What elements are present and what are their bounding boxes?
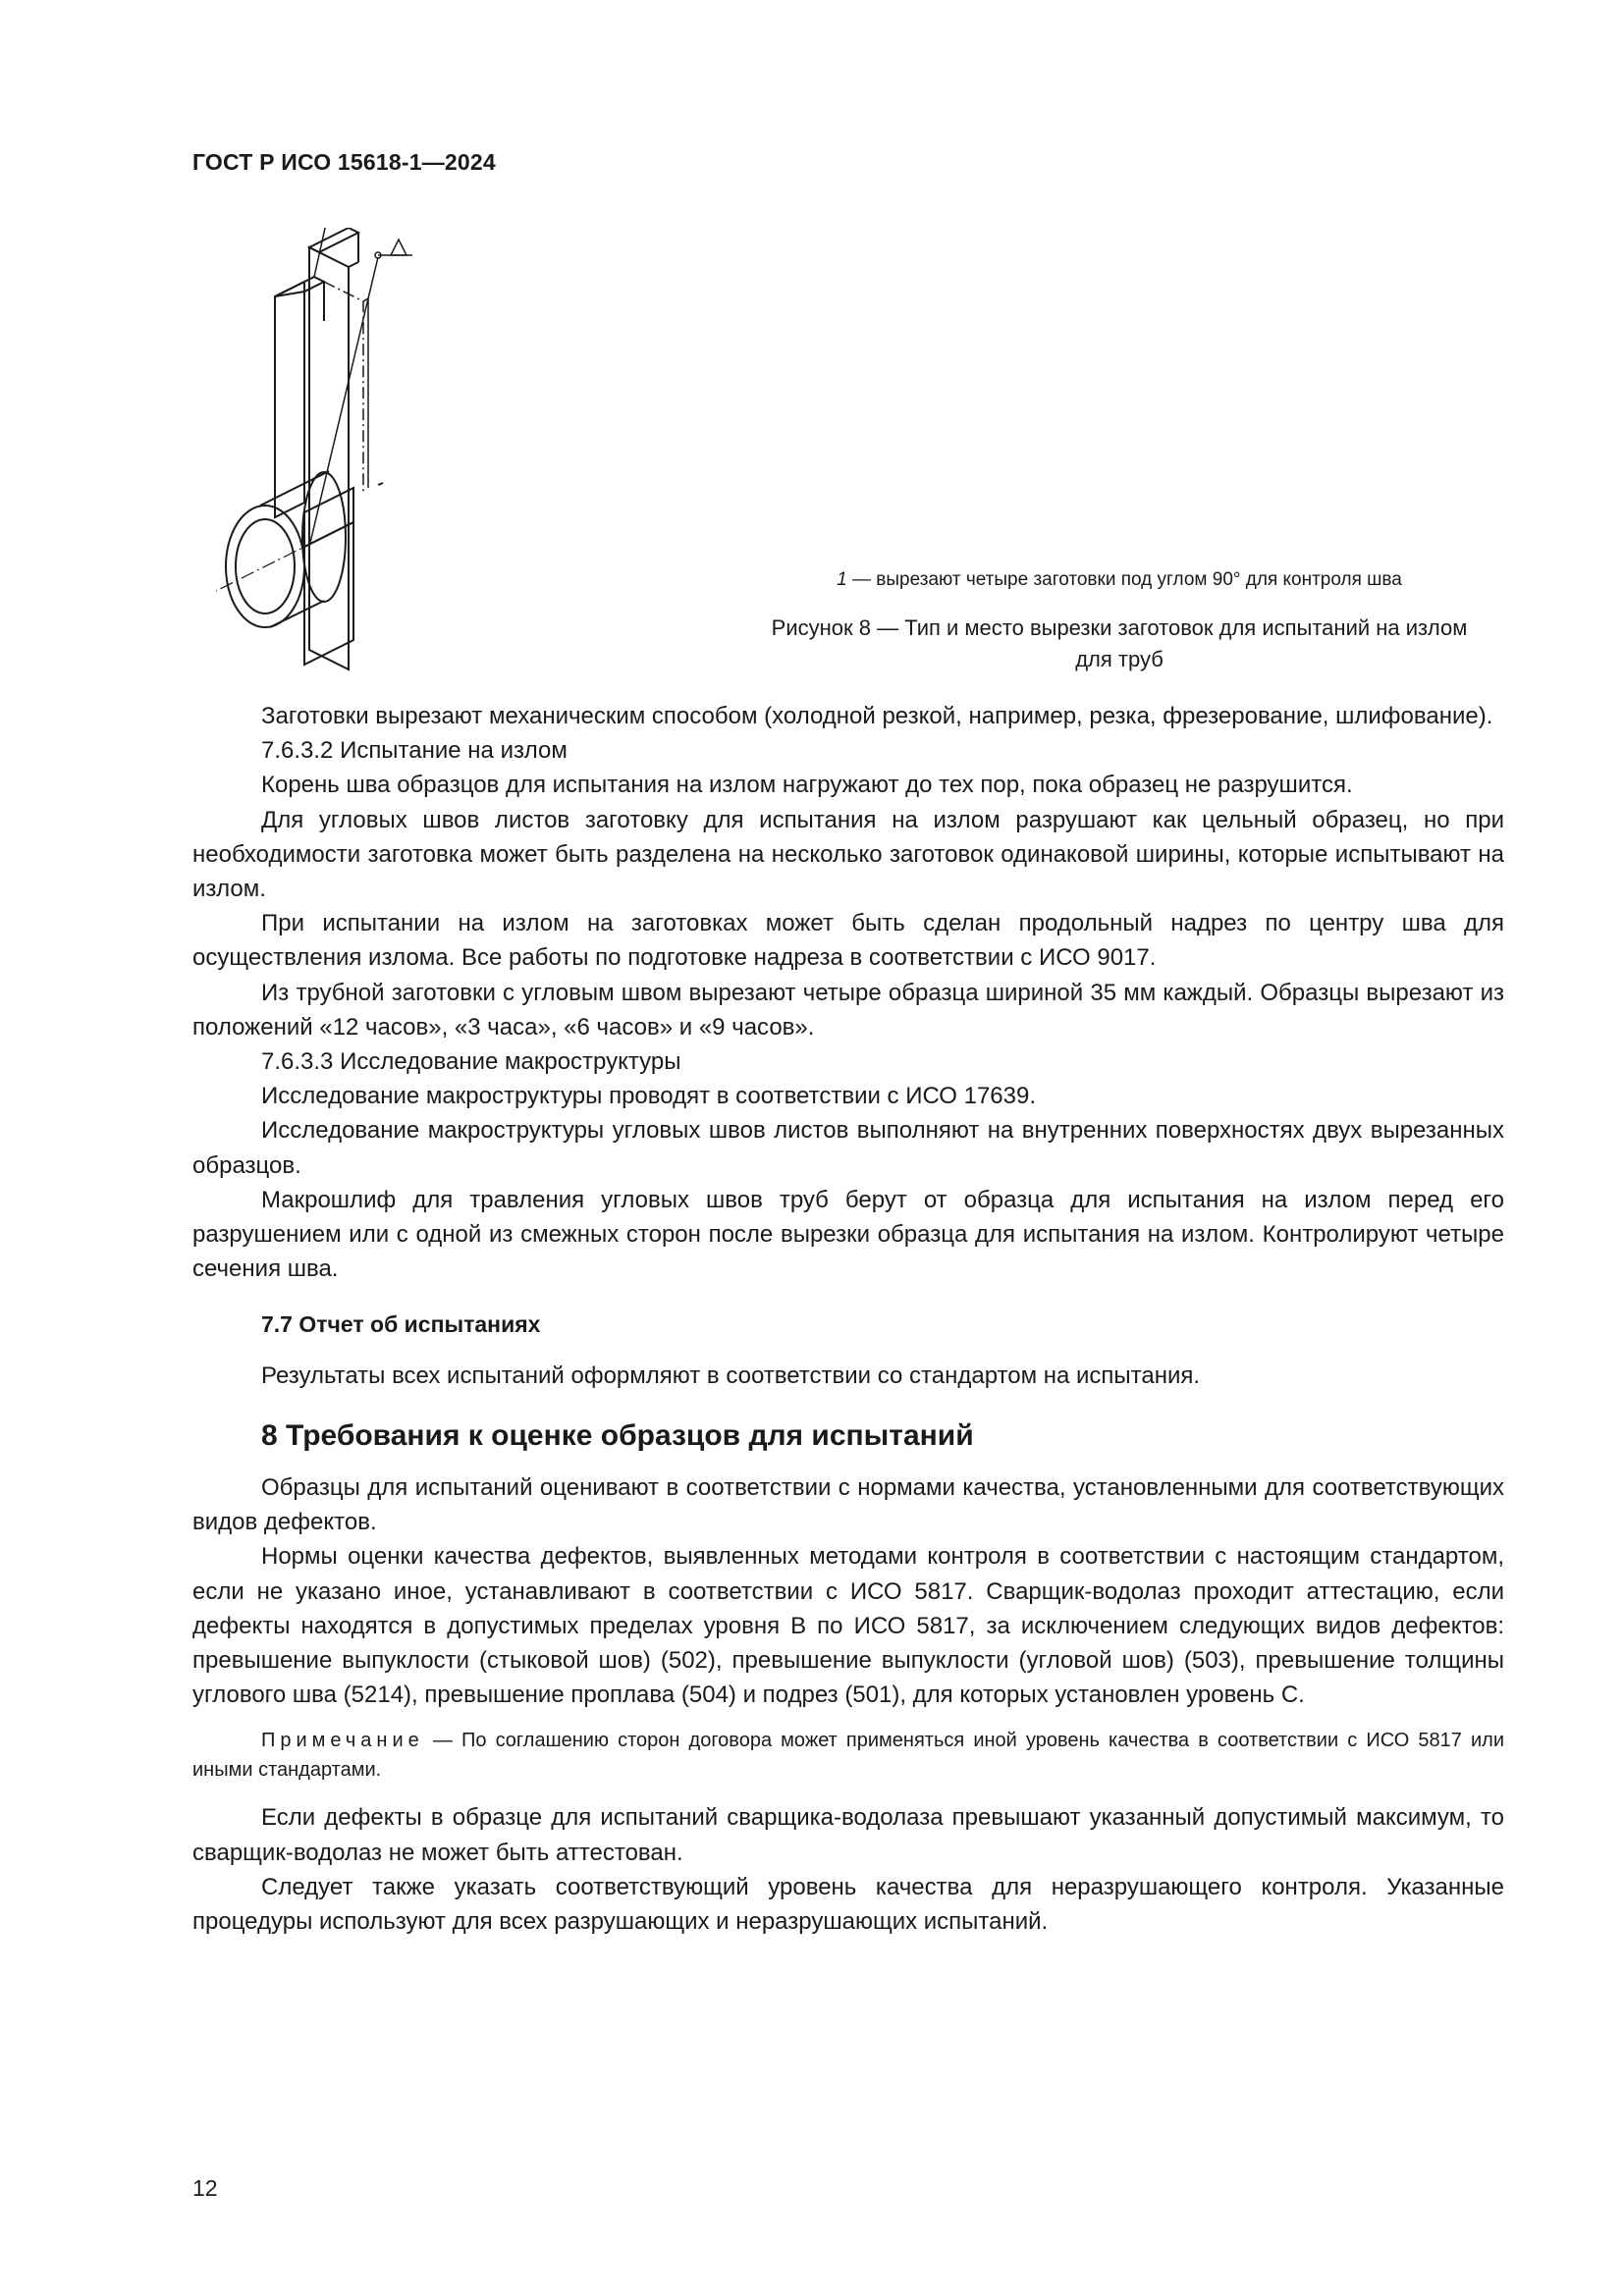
paragraph-macro-pipes: Макрошлиф для травления угловых швов труб берут от образца для испытания на излом перед его разрушением или с одной из смежных сторон после вырезки образца для испытания на излом. Контролируют четыре сечения шва. — [192, 1186, 1504, 1283]
note — [192, 1726, 1504, 1785]
document-body — [192, 699, 1504, 1939]
subsection-7-6-3-3-heading: 7.6.3.3 Исследование макроструктуры — [261, 1048, 681, 1076]
figure-pipe-fracture-cut-drawing — [216, 228, 628, 679]
paragraph-macro-plates: Исследование макроструктуры угловых швов листов выполняют на внутренних поверхностях двух вырезанных образцов. — [192, 1117, 1504, 1179]
pipe-top-edge — [260, 471, 329, 506]
weld-symbol-triangle — [391, 240, 406, 255]
paragraph-blanks-cutting: Заготовки вырезают механическим способом (холодной резкой, например, резка, фрезерование, шлифование). — [261, 703, 1493, 729]
pipe-axis-line — [216, 532, 334, 620]
section-8-heading: 8 Требования к оценке образцов для испытаний — [261, 1418, 974, 1452]
plate-side-edge — [349, 262, 358, 267]
figure-key-number: 1 — [837, 569, 847, 590]
paragraph-macro-iso: Исследование макроструктуры проводят в соответствии с ИСО 17639. — [261, 1083, 1037, 1110]
figure-key — [687, 569, 1551, 591]
paragraph-not-certified: Если дефекты в образце для испытаний сварщика-водолаза превышают указанный допустимый максимум, то сварщик-водолаз не может быть аттестован. — [192, 1804, 1504, 1866]
section-7-7-heading: 7.7 Отчет об испытаниях — [261, 1311, 541, 1338]
cut-block-front — [275, 282, 304, 517]
paragraph-pipe-specimens: Из трубной заготовки с угловым швом вырезают четыре образца шириной 35 мм каждый. Образцы вырезают из положений «12 часов», «3 часа», «6 часов» и «9 часов». — [192, 979, 1504, 1041]
document-code-header: ГОСТ Р ИСО 15618-1—2024 — [192, 149, 496, 175]
paragraph-fracture-root: Корень шва образцов для испытания на излом нагружают до тех пор, пока образец не разрушится. — [261, 772, 1353, 799]
figure-caption-line-1: Рисунок 8 — Тип и место вырезки заготовок для испытаний на излом — [771, 615, 1468, 640]
plate-top-edge — [309, 228, 358, 252]
figure-caption — [677, 613, 1561, 675]
figure-caption-line-2: для труб — [1075, 647, 1164, 671]
paragraph-quality-norms: Нормы оценки качества дефектов, выявленных методами контроля в соответствии с настоящим стандартом, если не указано иное, устанавливают в соответствии с ИСО 5817. Сварщик-водолаз проходит аттестацию, если дефекты находятся в допустимых пределах уровня В по ИСО 5817, за исключением следующих видов дефектов: превышение выпуклости (стыковой шов) (502), превышение выпуклости (угловой шов) (503), превышение толщины углового шва (5214), превышение проплава (504) и подрез (501), для которых установлен уровень С. — [192, 1543, 1504, 1709]
cut-block-top — [275, 277, 324, 296]
paragraph-notch: При испытании на излом на заготовках может быть сделан продольный надрез по центру шва для осуществления излома. Все работы по подготовке надреза в соответствии с ИСО 9017. — [192, 910, 1504, 972]
subsection-7-6-3-2-heading: 7.6.3.2 Испытание на излом — [261, 737, 568, 765]
paragraph-fillet-plates: Для угловых швов листов заготовку для испытания на излом разрушают как цельный образец, но при необходимости заготовка может быть разделена на несколько заготовок одинаковой ширины, которые испытывают на излом. — [192, 806, 1504, 903]
pipe-bottom-edge — [270, 601, 324, 627]
figure-key-text: — вырезают четыре заготовки под углом 90° для контроля шва — [846, 569, 1402, 590]
paragraph-test-report: Результаты всех испытаний оформляют в соответствии со стандартом на испытания. — [261, 1362, 1201, 1389]
paragraph-ndt-level: Следует также указать соответствующий уровень качества для неразрушающего контроля. Указанные процедуры используют для всех разрушающих и неразрушающих испытаний. — [192, 1873, 1504, 1936]
paragraph-evaluation: Образцы для испытаний оценивают в соответствии с нормами качества, установленными для соответствующих видов дефектов. — [192, 1474, 1504, 1536]
leader-stub — [378, 483, 383, 485]
note-label: Примечание — [261, 1730, 424, 1752]
page-number: 12 — [192, 2175, 218, 2201]
note-text: — По соглашению сторон договора может применяться иной уровень качества в соответствии с ИСО 5817 или иными стандартами. — [192, 1730, 1504, 1782]
